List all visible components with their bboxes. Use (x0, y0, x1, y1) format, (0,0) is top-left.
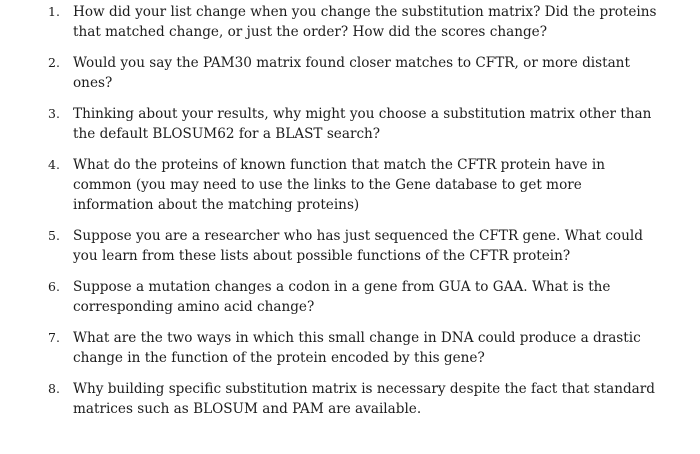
question-number: 1. (48, 4, 60, 19)
question-text: Would you say the PAM30 matrix found closer matches to CFTR, or more distant ones? (73, 55, 630, 91)
question-text: What do the proteins of known function that match the CFTR protein have in common (you may need to use the links to the Gene database to get more information about the matching proteins) (73, 157, 605, 213)
question-number: 6. (48, 279, 60, 294)
question-text: Suppose you are a researcher who has just sequenced the CFTR gene. What could you learn from these lists about possible functions of the CFTR protein? (73, 228, 643, 264)
question-item (0, 328, 700, 368)
question-item (0, 155, 700, 215)
question-item (0, 226, 700, 266)
question-item (0, 277, 700, 317)
question-number: 3. (48, 106, 60, 121)
question-item (0, 104, 700, 144)
question-list (0, 2, 700, 430)
question-text: How did your list change when you change the substitution matrix? Did the proteins that matched change, or just the order? How did the scores change? (73, 4, 657, 40)
question-number: 8. (48, 381, 60, 396)
question-number: 5. (48, 228, 60, 243)
question-item (0, 379, 700, 419)
question-text: Why building specific substitution matrix is necessary despite the fact that standard matrices such as BLOSUM and PAM are available. (73, 381, 655, 417)
question-number: 2. (48, 55, 60, 70)
question-item (0, 53, 700, 93)
question-text: Suppose a mutation changes a codon in a gene from GUA to GAA. What is the corresponding amino acid change? (73, 279, 611, 315)
question-text: Thinking about your results, why might you choose a substitution matrix other than the default BLOSUM62 for a BLAST search? (73, 106, 652, 142)
question-number: 7. (48, 330, 60, 345)
question-item (0, 2, 700, 42)
question-number: 4. (48, 157, 60, 172)
question-text: What are the two ways in which this small change in DNA could produce a drastic change in the function of the protein encoded by this gene? (73, 330, 641, 366)
